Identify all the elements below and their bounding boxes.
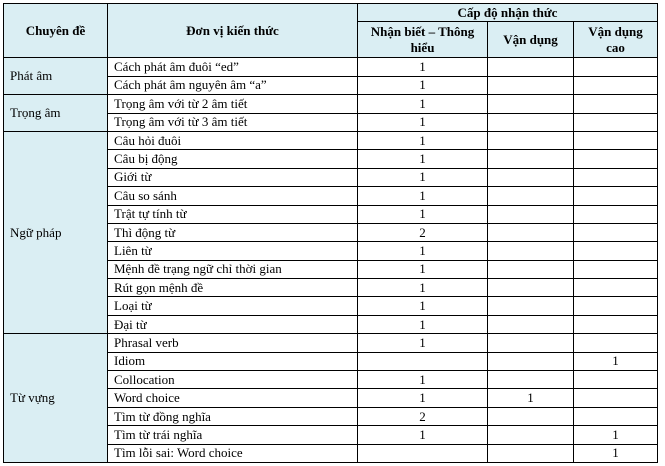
header-level-advanced: Vận dụng cao <box>574 22 658 58</box>
count-cell <box>574 113 658 131</box>
unit-cell: Thì động từ <box>108 223 358 241</box>
count-cell <box>574 76 658 94</box>
table-row <box>4 334 658 352</box>
table-row <box>4 58 658 76</box>
count-cell: 1 <box>358 76 488 94</box>
count-cell: 1 <box>358 131 488 149</box>
unit-cell: Đại từ <box>108 315 358 333</box>
count-cell <box>488 371 574 389</box>
count-cell: 1 <box>574 444 658 462</box>
count-cell: 1 <box>358 205 488 223</box>
header-level-group: Cấp độ nhận thức <box>358 4 658 22</box>
unit-cell: Mệnh đề trạng ngữ chỉ thời gian <box>108 260 358 278</box>
count-cell: 1 <box>358 334 488 352</box>
count-cell: 1 <box>358 242 488 260</box>
count-cell: 1 <box>358 297 488 315</box>
topic-cell: Ngữ pháp <box>4 131 108 333</box>
count-cell <box>488 95 574 113</box>
header-unit: Đơn vị kiến thức <box>108 4 358 58</box>
unit-cell: Rút gọn mệnh đề <box>108 279 358 297</box>
count-cell <box>574 389 658 407</box>
count-cell <box>574 371 658 389</box>
count-cell <box>574 205 658 223</box>
count-cell <box>488 279 574 297</box>
topic-cell: Từ vựng <box>4 334 108 463</box>
count-cell <box>488 150 574 168</box>
unit-cell: Trọng âm với từ 3 âm tiết <box>108 113 358 131</box>
knowledge-matrix-table <box>3 3 658 463</box>
count-cell: 1 <box>574 352 658 370</box>
unit-cell: Idiom <box>108 352 358 370</box>
count-cell <box>488 242 574 260</box>
count-cell: 1 <box>574 426 658 444</box>
header-topic: Chuyên đề <box>4 4 108 58</box>
count-cell <box>488 58 574 76</box>
table-body <box>4 58 658 463</box>
count-cell <box>358 444 488 462</box>
unit-cell: Tìm từ đồng nghĩa <box>108 407 358 425</box>
count-cell: 1 <box>358 113 488 131</box>
unit-cell: Giới từ <box>108 168 358 186</box>
count-cell: 2 <box>358 223 488 241</box>
count-cell <box>574 187 658 205</box>
unit-cell: Word choice <box>108 389 358 407</box>
count-cell <box>488 297 574 315</box>
count-cell: 1 <box>358 371 488 389</box>
count-cell <box>488 407 574 425</box>
header-level-recognition: Nhận biết – Thông hiểu <box>358 22 488 58</box>
count-cell <box>488 131 574 149</box>
count-cell <box>574 407 658 425</box>
unit-cell: Liên từ <box>108 242 358 260</box>
unit-cell: Cách phát âm nguyên âm “a” <box>108 76 358 94</box>
count-cell <box>574 260 658 278</box>
count-cell <box>488 76 574 94</box>
unit-cell: Phrasal verb <box>108 334 358 352</box>
count-cell <box>574 334 658 352</box>
count-cell: 1 <box>358 58 488 76</box>
count-cell <box>574 131 658 149</box>
count-cell: 2 <box>358 407 488 425</box>
count-cell <box>488 187 574 205</box>
count-cell: 1 <box>358 315 488 333</box>
count-cell <box>574 58 658 76</box>
unit-cell: Cách phát âm đuôi “ed” <box>108 58 358 76</box>
count-cell <box>488 205 574 223</box>
count-cell <box>574 150 658 168</box>
count-cell: 1 <box>358 95 488 113</box>
count-cell <box>488 444 574 462</box>
count-cell: 1 <box>488 389 574 407</box>
count-cell <box>574 95 658 113</box>
count-cell: 1 <box>358 150 488 168</box>
unit-cell: Collocation <box>108 371 358 389</box>
count-cell <box>488 315 574 333</box>
count-cell <box>488 334 574 352</box>
unit-cell: Tìm lỗi sai: Word choice <box>108 444 358 462</box>
count-cell <box>574 242 658 260</box>
count-cell <box>488 223 574 241</box>
unit-cell: Trọng âm với từ 2 âm tiết <box>108 95 358 113</box>
count-cell <box>574 315 658 333</box>
topic-cell: Phát âm <box>4 58 108 95</box>
header-level-application: Vận dụng <box>488 22 574 58</box>
count-cell: 1 <box>358 260 488 278</box>
count-cell <box>574 168 658 186</box>
count-cell <box>358 352 488 370</box>
unit-cell: Câu bị động <box>108 150 358 168</box>
count-cell <box>488 260 574 278</box>
table-row <box>4 131 658 149</box>
unit-cell: Câu so sánh <box>108 187 358 205</box>
unit-cell: Tìm từ trái nghĩa <box>108 426 358 444</box>
count-cell <box>488 352 574 370</box>
topic-cell: Trọng âm <box>4 95 108 132</box>
count-cell <box>488 113 574 131</box>
count-cell: 1 <box>358 389 488 407</box>
count-cell: 1 <box>358 279 488 297</box>
count-cell <box>574 297 658 315</box>
table-row <box>4 95 658 113</box>
count-cell <box>488 168 574 186</box>
count-cell: 1 <box>358 187 488 205</box>
count-cell: 1 <box>358 426 488 444</box>
count-cell <box>574 223 658 241</box>
count-cell: 1 <box>358 168 488 186</box>
count-cell <box>574 279 658 297</box>
unit-cell: Trật tự tính từ <box>108 205 358 223</box>
unit-cell: Câu hỏi đuôi <box>108 131 358 149</box>
unit-cell: Loại từ <box>108 297 358 315</box>
count-cell <box>488 426 574 444</box>
